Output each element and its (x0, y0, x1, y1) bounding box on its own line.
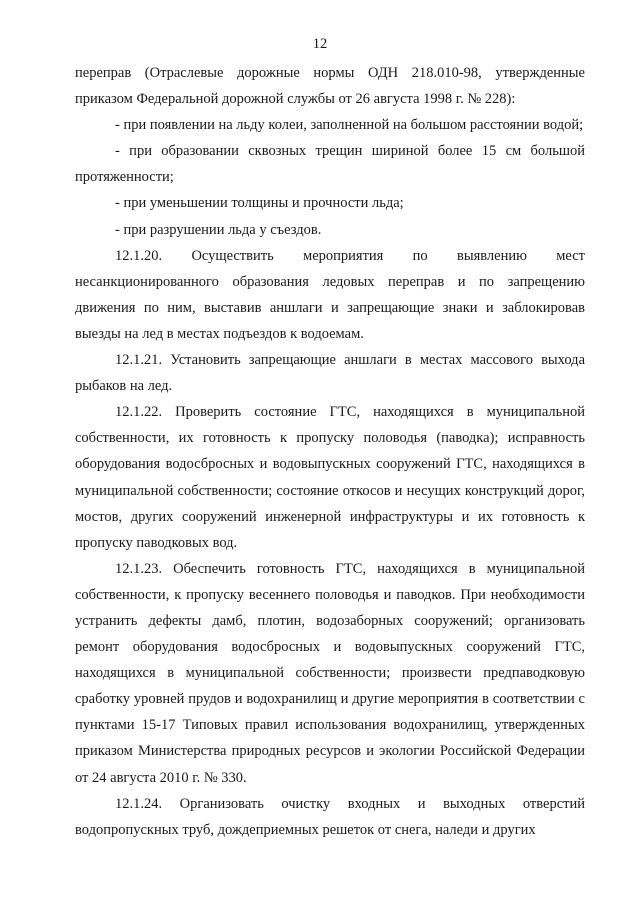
paragraph: 12.1.24. Организовать очистку входных и выходных отверстий водопропускных труб, дождеприемных решеток от снега, наледи и других (75, 795, 585, 838)
paragraph: 12.1.23. Обеспечить готовность ГТС, находящихся в муниципальной собственности, к пропуску весеннего половодья и паводков. При необходимости устранить дефекты дамб, плотин, водозаборных сооружений; организовать ремонт оборудования водосбросных и водовыпускных сооружений ГТС, находящихся в муниципальной собственности; произвести предпаводковую сработку уровней прудов и водохранилищ и другие мероприятия в соответствии с пунктами 15-17 Типовых правил использования водохранилищ, утвержденных приказом Министерства природных ресурсов и экологии Российской Федерации от 24 августа 2010 г. № 330. (75, 560, 585, 786)
paragraph: - при образовании сквозных трещин шириной более 15 см большой протяженности; (75, 143, 585, 186)
body-text (75, 60, 585, 843)
paragraph: - при уменьшении толщины и прочности льда; (115, 195, 404, 212)
paragraph: - при разрушении льда у съездов. (115, 221, 322, 238)
paragraph: - при появлении на льду колеи, заполненной на большом расстоянии водой; (115, 117, 584, 134)
page-number: 12 (312, 36, 328, 52)
paragraph: переправ (Отраслевые дорожные нормы ОДН 218.010-98, утвержденные приказом Федеральной дорожной службы от 26 августа 1998 г. № 228): (75, 65, 585, 108)
paragraph: 12.1.21. Установить запрещающие аншлаги в местах массового выхода рыбаков на лед. (75, 352, 585, 395)
paragraph: 12.1.20. Осуществить мероприятия по выявлению мест несанкционированного образования ледовых переправ и по запрещению движения по ним, выставив аншлаги и запрещающие знаки и заблокировав выезды на лед в местах подъездов к водоемам. (75, 247, 585, 342)
paragraph: 12.1.22. Проверить состояние ГТС, находящихся в муниципальной собственности, их готовность к пропуску половодья (паводка); исправность оборудования водосбросных и водовыпускных сооружений ГТС, находящихся в муниципальной собственности; состояние откосов и несущих конструкций дорог, мостов, других сооружений инженерной инфраструктуры и их готовность к пропуску паводковых вод. (75, 404, 585, 551)
